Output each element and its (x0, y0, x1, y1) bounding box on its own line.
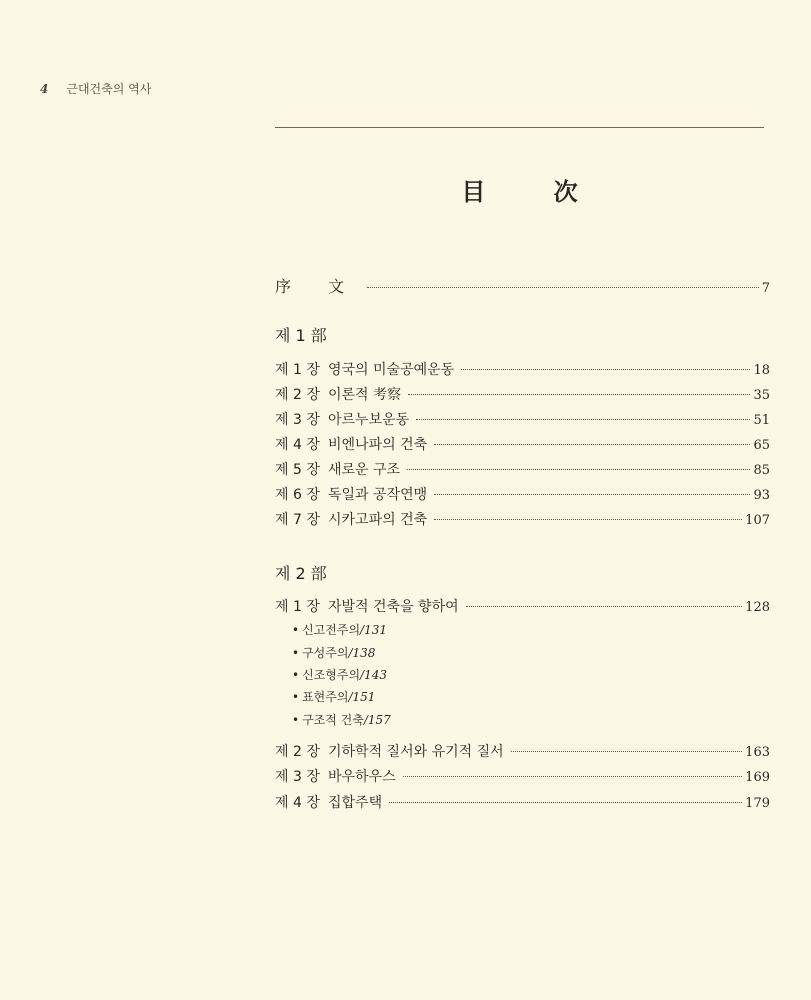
header-rule (275, 127, 764, 128)
toc-entry (275, 409, 770, 429)
bullet-icon: • (292, 646, 300, 660)
dot-leader (434, 494, 750, 495)
dot-leader (403, 776, 743, 777)
chapter-page: 107 (745, 513, 770, 528)
part-2-heading: 제 2 部 (275, 564, 327, 583)
chapter-number: 제 5 장 (275, 462, 320, 478)
chapter-number: 제 2 장 (275, 387, 320, 403)
dot-leader (434, 444, 750, 445)
dot-leader (416, 419, 750, 420)
chapter-page: 179 (745, 796, 770, 811)
subsection-page: 138 (352, 646, 376, 660)
toc-entry (275, 792, 770, 812)
chapter-number: 제 3 장 (275, 769, 320, 785)
book-title: 근대건축의 역사 (66, 82, 152, 96)
chapter-title: 바우하우스 (328, 769, 396, 785)
subsection-title: 신조형주의 (302, 668, 361, 682)
chapter-title: 자발적 건축을 향하여 (328, 599, 459, 615)
chapter-number: 제 6 장 (275, 487, 320, 503)
running-head (40, 80, 151, 97)
preface-label: 序 文 (275, 277, 361, 296)
page-number: 4 (40, 82, 49, 96)
toc-entry (275, 741, 770, 761)
toc-entry (275, 359, 770, 379)
toc-title: 目 次 (461, 178, 608, 206)
subsection-title: 신고전주의 (302, 623, 361, 637)
chapter-title: 아르누보운동 (328, 412, 410, 428)
subsection-title: 구조적 건축 (302, 713, 364, 727)
bullet-icon: • (292, 713, 300, 727)
chapter-title: 집합주택 (328, 795, 383, 811)
dot-leader (389, 802, 742, 803)
toc-entry-preface (275, 274, 770, 297)
chapter-page: 169 (745, 770, 770, 785)
bullet-icon: • (292, 668, 300, 682)
subsection-title: 구성주의 (302, 646, 349, 660)
subsection-title: 표현주의 (302, 690, 349, 704)
chapter-number: 제 4 장 (275, 437, 320, 453)
chapter-title: 비엔나파의 건축 (328, 437, 428, 453)
chapter-page: 35 (753, 388, 770, 403)
chapter-number: 제 7 장 (275, 512, 320, 528)
chapter-number: 제 4 장 (275, 795, 320, 811)
chapter-title: 영국의 미술공예운동 (328, 362, 455, 378)
chapter-page: 128 (745, 600, 770, 615)
subsection-entry: • 신조형주의/143 (292, 668, 387, 682)
chapter-page: 93 (753, 488, 770, 503)
subsection-entry: • 구조적 건축/157 (292, 713, 391, 727)
subsection-entry: • 신고전주의/131 (292, 623, 387, 637)
dot-leader (367, 287, 759, 288)
part-1-heading: 제 1 部 (275, 326, 327, 345)
bullet-icon: • (292, 623, 300, 637)
dot-leader (511, 751, 743, 752)
chapter-page: 65 (753, 438, 770, 453)
toc-entry (275, 384, 770, 404)
dot-leader (434, 519, 742, 520)
subsection-page: 143 (364, 668, 387, 682)
chapter-title: 시카고파의 건축 (328, 512, 428, 528)
bullet-icon: • (292, 690, 300, 704)
subsection-page: 157 (367, 713, 391, 727)
chapter-number: 제 2 장 (275, 744, 320, 760)
chapter-page: 85 (753, 463, 770, 478)
subsection-page: 131 (364, 623, 387, 637)
toc-entry (275, 766, 770, 786)
toc-entry (275, 434, 770, 454)
dot-leader (407, 469, 750, 470)
chapter-title: 독일과 공작연맹 (328, 487, 428, 503)
chapter-number: 제 3 장 (275, 412, 320, 428)
chapter-number: 제 1 장 (275, 599, 320, 615)
subsection-entry: • 표현주의/151 (292, 690, 376, 704)
toc-entry (275, 484, 770, 504)
dot-leader (466, 606, 743, 607)
chapter-title: 새로운 구조 (328, 462, 401, 478)
preface-page: 7 (761, 281, 770, 296)
chapter-page: 18 (753, 363, 770, 378)
toc-entry (275, 509, 770, 529)
chapter-page: 163 (745, 745, 770, 760)
subsection-page: 151 (352, 690, 376, 704)
toc-entry (275, 596, 770, 616)
toc-entry (275, 459, 770, 479)
dot-leader (408, 394, 750, 395)
chapter-title: 기하학적 질서와 유기적 질서 (328, 744, 504, 760)
subsection-entry: • 구성주의/138 (292, 646, 376, 660)
chapter-number: 제 1 장 (275, 362, 320, 378)
chapter-title: 이론적 考察 (328, 387, 402, 403)
chapter-page: 51 (753, 413, 770, 428)
dot-leader (461, 369, 750, 370)
